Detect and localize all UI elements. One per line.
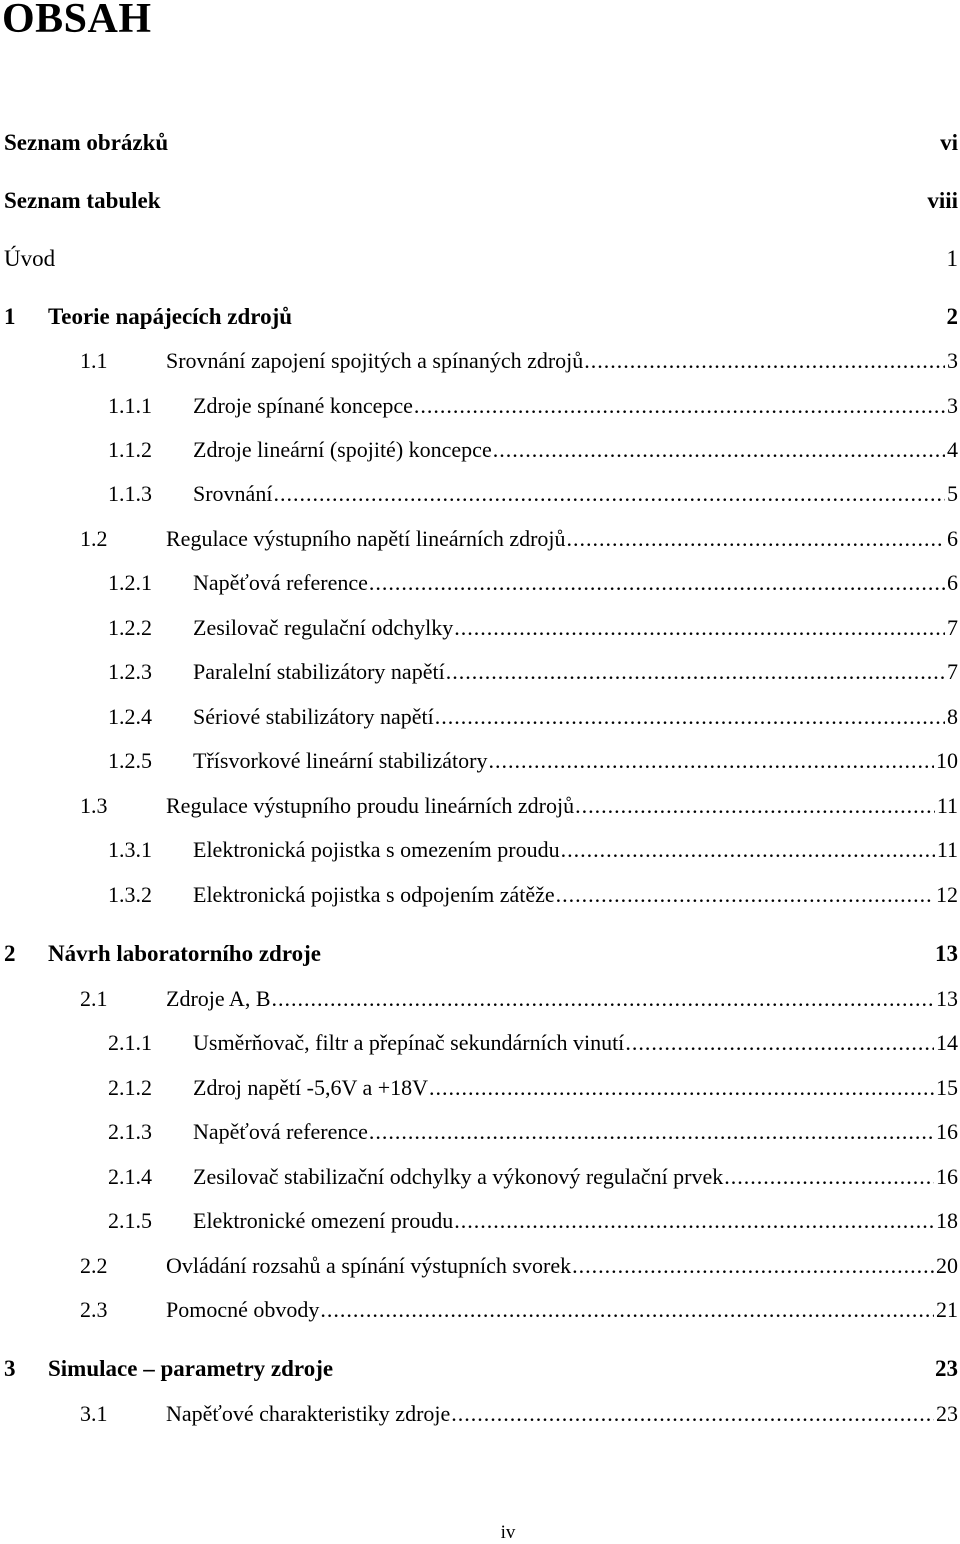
toc-entry[interactable] xyxy=(0,1164,958,1190)
toc-entry-number: 2.1.2 xyxy=(108,1075,152,1100)
toc-entry-number: 1.2 xyxy=(80,526,108,551)
toc-dot-leader xyxy=(567,526,945,552)
toc-entry[interactable] xyxy=(0,1119,958,1145)
toc-entry-page: 14 xyxy=(936,1030,958,1055)
toc-entry-title: Zesilovač stabilizační odchylky a výkonový regulační prvek xyxy=(193,1164,724,1189)
toc-entry[interactable] xyxy=(0,615,958,641)
toc-entry-number: 2.1.5 xyxy=(108,1208,152,1233)
toc-entry[interactable] xyxy=(0,246,958,272)
toc-entry-page: 13 xyxy=(935,941,958,966)
toc-entry[interactable] xyxy=(0,130,958,156)
toc-entry-number: 1.1.3 xyxy=(108,481,152,506)
toc-entry-title: Seznam tabulek xyxy=(4,188,161,213)
toc-entry[interactable] xyxy=(0,659,958,685)
toc-entry-page: 18 xyxy=(936,1208,958,1233)
toc-entry-number: 1.2.4 xyxy=(108,704,152,729)
toc-entry-page: 7 xyxy=(947,659,958,684)
toc-dot-leader xyxy=(724,1164,934,1190)
toc-entry-title: Zdroje A, B xyxy=(166,986,271,1011)
toc-entry-number: 1.3 xyxy=(80,793,108,818)
toc-entry-title: Srovnání xyxy=(193,481,273,506)
toc-entry[interactable] xyxy=(0,1253,958,1279)
toc-entry-number: 2.2 xyxy=(80,1253,108,1278)
toc-entry-title: Elektronická pojistka s odpojením zátěže xyxy=(193,882,555,907)
toc-entry-page: 13 xyxy=(936,986,958,1011)
toc-entry[interactable] xyxy=(0,393,958,419)
toc-entry-page: 8 xyxy=(947,704,958,729)
toc-entry-page: 16 xyxy=(936,1119,958,1144)
toc-entry-title: Úvod xyxy=(4,246,56,271)
toc-entry[interactable] xyxy=(0,793,958,819)
page-title: OBSAH xyxy=(2,0,152,42)
toc-entry[interactable] xyxy=(0,941,958,967)
toc-entry[interactable] xyxy=(0,481,958,507)
toc-entry[interactable] xyxy=(0,1356,958,1382)
toc-entry-page: 12 xyxy=(936,882,958,907)
toc-dot-leader xyxy=(584,348,945,374)
toc-dot-leader xyxy=(435,704,945,730)
toc-entry-number: 2.1 xyxy=(80,986,108,1011)
toc-dot-leader xyxy=(556,882,934,908)
toc-entry-title: Ovládání rozsahů a spínání výstupních svorek xyxy=(166,1253,572,1278)
toc-entry[interactable] xyxy=(0,188,958,214)
toc-entry[interactable] xyxy=(0,1297,958,1323)
toc-entry[interactable] xyxy=(0,748,958,774)
toc-entry-page: viii xyxy=(927,188,958,213)
toc-entry-title: Srovnání zapojení spojitých a spínaných zdrojů xyxy=(166,348,584,373)
toc-entry-number: 1.2.5 xyxy=(108,748,152,773)
toc-entry-title: Teorie napájecích zdrojů xyxy=(48,304,293,329)
toc-dot-leader xyxy=(414,393,945,419)
toc-entry[interactable] xyxy=(0,1401,958,1427)
toc-entry[interactable] xyxy=(0,882,958,908)
toc-dot-leader xyxy=(575,793,935,819)
toc-entry-page: vi xyxy=(940,130,958,155)
toc-entry-page: 6 xyxy=(947,526,958,551)
toc-entry-number: 1.1.2 xyxy=(108,437,152,462)
toc-entry-number: 2.1.4 xyxy=(108,1164,152,1189)
toc-entry[interactable] xyxy=(0,526,958,552)
toc-entry-page: 16 xyxy=(936,1164,958,1189)
toc-entry[interactable] xyxy=(0,1208,958,1234)
toc-entry-page: 21 xyxy=(936,1297,958,1322)
toc-entry-number: 1.2.3 xyxy=(108,659,152,684)
toc-entry-title: Regulace výstupního proudu lineárních zdrojů xyxy=(166,793,575,818)
toc-entry-page: 3 xyxy=(947,348,958,373)
toc-entry-page: 6 xyxy=(947,570,958,595)
toc-entry-title: Napěťová reference xyxy=(193,570,368,595)
toc-entry[interactable] xyxy=(0,1075,958,1101)
toc-entry-number: 2.1.1 xyxy=(108,1030,152,1055)
toc-entry-title: Simulace – parametry zdroje xyxy=(48,1356,334,1381)
toc-entry-title: Zdroje lineární (spojité) koncepce xyxy=(193,437,492,462)
toc-entry-number: 1.2.1 xyxy=(108,570,152,595)
toc-entry-title: Zdroj napětí -5,6V a +18V xyxy=(193,1075,429,1100)
toc-entry-title: Třísvorkové lineární stabilizátory xyxy=(193,748,488,773)
toc-entry-title: Seznam obrázků xyxy=(4,130,169,155)
toc-entry-number: 3.1 xyxy=(80,1401,108,1426)
footer-page-number: iv xyxy=(500,1522,516,1543)
toc-entry-page: 23 xyxy=(935,1356,958,1381)
toc-entry[interactable] xyxy=(0,704,958,730)
toc-entry-title: Napěťová reference xyxy=(193,1119,368,1144)
toc-dot-leader xyxy=(320,1297,934,1323)
toc-entry[interactable] xyxy=(0,570,958,596)
toc-entry-title: Elektronické omezení proudu xyxy=(193,1208,454,1233)
toc-entry[interactable] xyxy=(0,348,958,374)
toc-dot-leader xyxy=(493,437,945,463)
toc-entry-number: 1.1 xyxy=(80,348,108,373)
toc-entry-number: 1.2.2 xyxy=(108,615,152,640)
toc-entry-page: 15 xyxy=(936,1075,958,1100)
toc-entry-title: Zesilovač regulační odchylky xyxy=(193,615,454,640)
toc-entry[interactable] xyxy=(0,837,958,863)
toc-dot-leader xyxy=(446,659,945,685)
toc-dot-leader xyxy=(273,481,945,507)
toc-entry-page: 4 xyxy=(947,437,958,462)
toc-entry-title: Návrh laboratorního zdroje xyxy=(48,941,322,966)
toc-entry-number: 1.3.1 xyxy=(108,837,152,862)
toc-entry-title: Napěťové charakteristiky zdroje xyxy=(166,1401,451,1426)
toc-dot-leader xyxy=(369,1119,934,1145)
toc-entry-page: 7 xyxy=(947,615,958,640)
toc-dot-leader xyxy=(454,615,945,641)
toc-entry-title: Usměrňovač, filtr a přepínač sekundárních vinutí xyxy=(193,1030,625,1055)
toc-dot-leader xyxy=(429,1075,934,1101)
toc-dot-leader xyxy=(369,570,945,596)
toc-dot-leader xyxy=(451,1401,934,1427)
toc-entry-page: 23 xyxy=(936,1401,958,1426)
toc-entry-number: 1.1.1 xyxy=(108,393,152,418)
toc-entry-page: 10 xyxy=(936,748,958,773)
toc-entry-page: 1 xyxy=(946,246,958,271)
toc-dot-leader xyxy=(272,986,935,1012)
toc-entry[interactable] xyxy=(0,986,958,1012)
toc-entry-title: Regulace výstupního napětí lineárních zdrojů xyxy=(166,526,566,551)
toc-entry-page: 5 xyxy=(947,481,958,506)
toc-entry-number: 1 xyxy=(4,304,16,329)
toc-entry-page: 2 xyxy=(946,304,958,329)
toc-dot-leader xyxy=(454,1208,934,1234)
toc-entry-title: Pomocné obvody xyxy=(166,1297,320,1322)
toc-entry-page: 11 xyxy=(936,837,958,862)
toc-entry-number: 2.3 xyxy=(80,1297,108,1322)
toc-entry-title: Elektronická pojistka s omezením proudu xyxy=(193,837,560,862)
toc-entry-number: 1.3.2 xyxy=(108,882,152,907)
toc-entry[interactable] xyxy=(0,437,958,463)
toc-entry[interactable] xyxy=(0,304,958,330)
toc-entry-title: Sériové stabilizátory napětí xyxy=(193,704,434,729)
toc-entry-title: Zdroje spínané koncepce xyxy=(193,393,413,418)
toc-dot-leader xyxy=(625,1030,934,1056)
toc-entry[interactable] xyxy=(0,1030,958,1056)
toc-dot-leader xyxy=(572,1253,934,1279)
toc-entry-page: 11 xyxy=(936,793,958,818)
toc-entry-page: 20 xyxy=(936,1253,958,1278)
toc-dot-leader xyxy=(561,837,935,863)
toc-entry-number: 2 xyxy=(4,941,16,966)
toc-dot-leader xyxy=(488,748,934,774)
toc-entry-page: 3 xyxy=(947,393,958,418)
toc-entry-number: 2.1.3 xyxy=(108,1119,152,1144)
toc-entry-number: 3 xyxy=(4,1356,16,1381)
toc-entry-title: Paralelní stabilizátory napětí xyxy=(193,659,445,684)
